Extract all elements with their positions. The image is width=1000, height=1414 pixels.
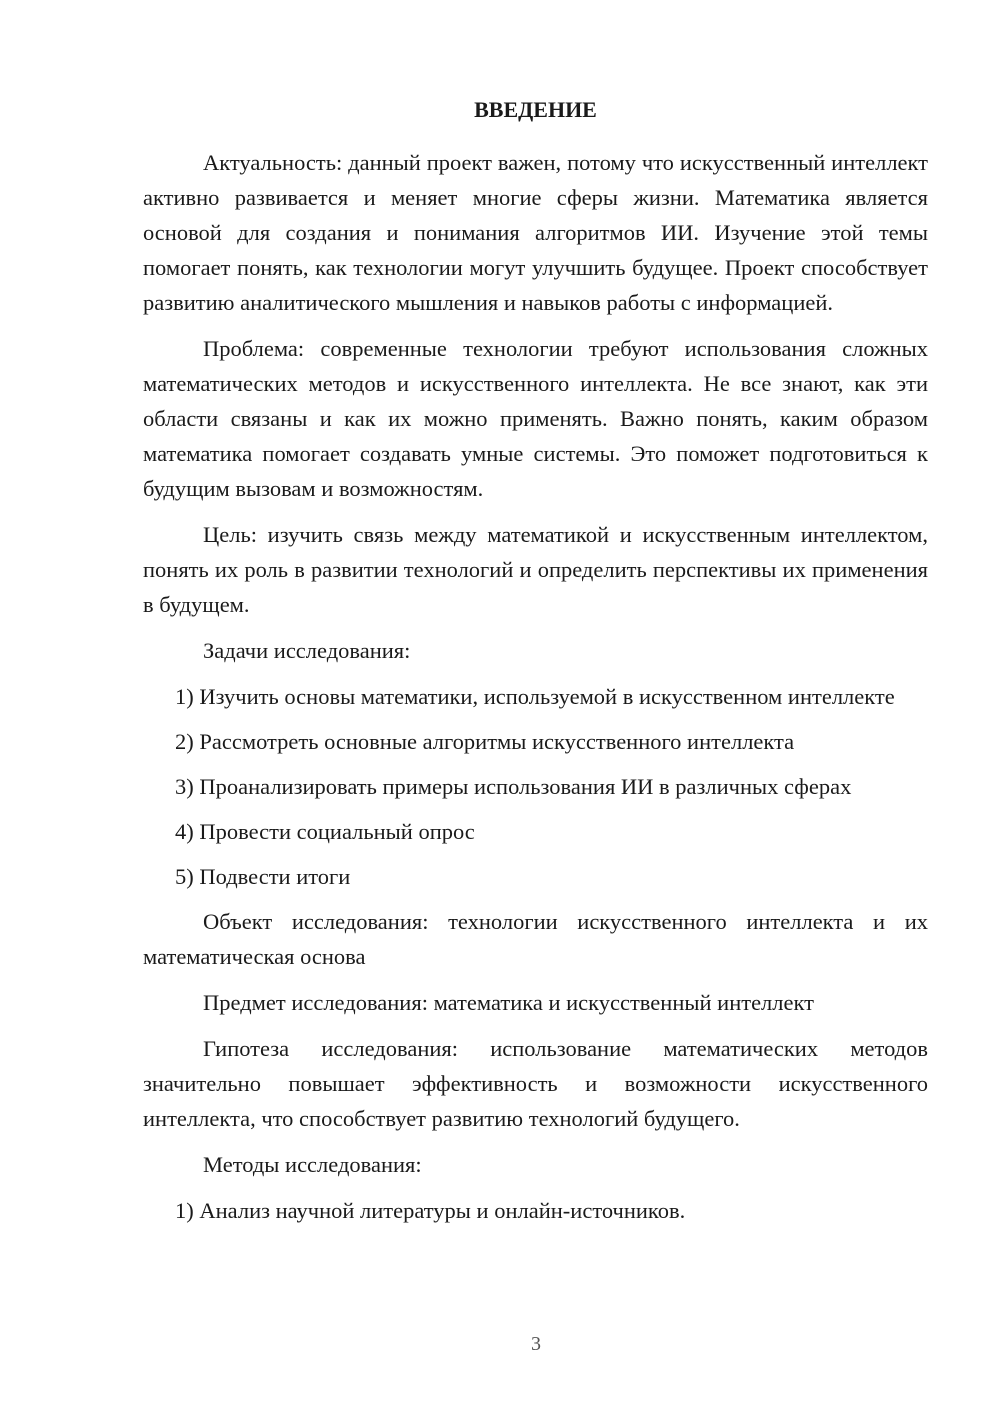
document-page (143, 95, 928, 1238)
hypothesis-paragraph: Гипотеза исследования: использование математических методов значительно повышает эффективность и возможности искусственного интеллекта, что способствует развитию технологий будущего. (143, 1036, 928, 1131)
tasks-heading: Задачи исследования: (203, 638, 411, 663)
task-item-4: 4) Провести социальный опрос (175, 819, 475, 844)
task-item-3: 3) Проанализировать примеры использования ИИ в различных сферах (175, 774, 852, 799)
section-title: ВВЕДЕНИЕ (474, 97, 597, 122)
problem-paragraph: Проблема: современные технологии требуют использования сложных математических методов и искусственного интеллекта. Не все знают, как эти области связаны и как их можно применять. Важно понять, каким образом математика помогает создавать умные системы. Это поможет подготовиться к будущим вызовам и возможностям. (143, 336, 928, 501)
goal-paragraph: Цель: изучить связь между математикой и искусственным интеллектом, понять их роль в развитии технологий и определить перспективы их применения в будущем. (143, 522, 928, 617)
relevance-paragraph: Актуальность: данный проект важен, потому что искусственный интеллект активно развивается и меняет многие сферы жизни. Математика является основой для создания и понимания алгоритмов ИИ. Изучение этой темы помогает понять, как технологии могут улучшить будущее. Проект способствует развитию аналитического мышления и навыков работы с информацией. (143, 150, 928, 315)
methods-heading: Методы исследования: (203, 1152, 422, 1177)
task-item-5: 5) Подвести итоги (175, 864, 351, 889)
method-item-1: 1) Анализ научной литературы и онлайн-источников. (175, 1198, 686, 1223)
object-paragraph: Объект исследования: технологии искусственного интеллекта и их математическая основа (143, 909, 928, 969)
task-item-2: 2) Рассмотреть основные алгоритмы искусственного интеллекта (175, 729, 795, 754)
subject-paragraph: Предмет исследования: математика и искусственный интеллект (203, 990, 814, 1015)
task-item-1: 1) Изучить основы математики, используемой в искусственном интеллекте (175, 684, 895, 709)
page-number: 3 (531, 1333, 541, 1355)
